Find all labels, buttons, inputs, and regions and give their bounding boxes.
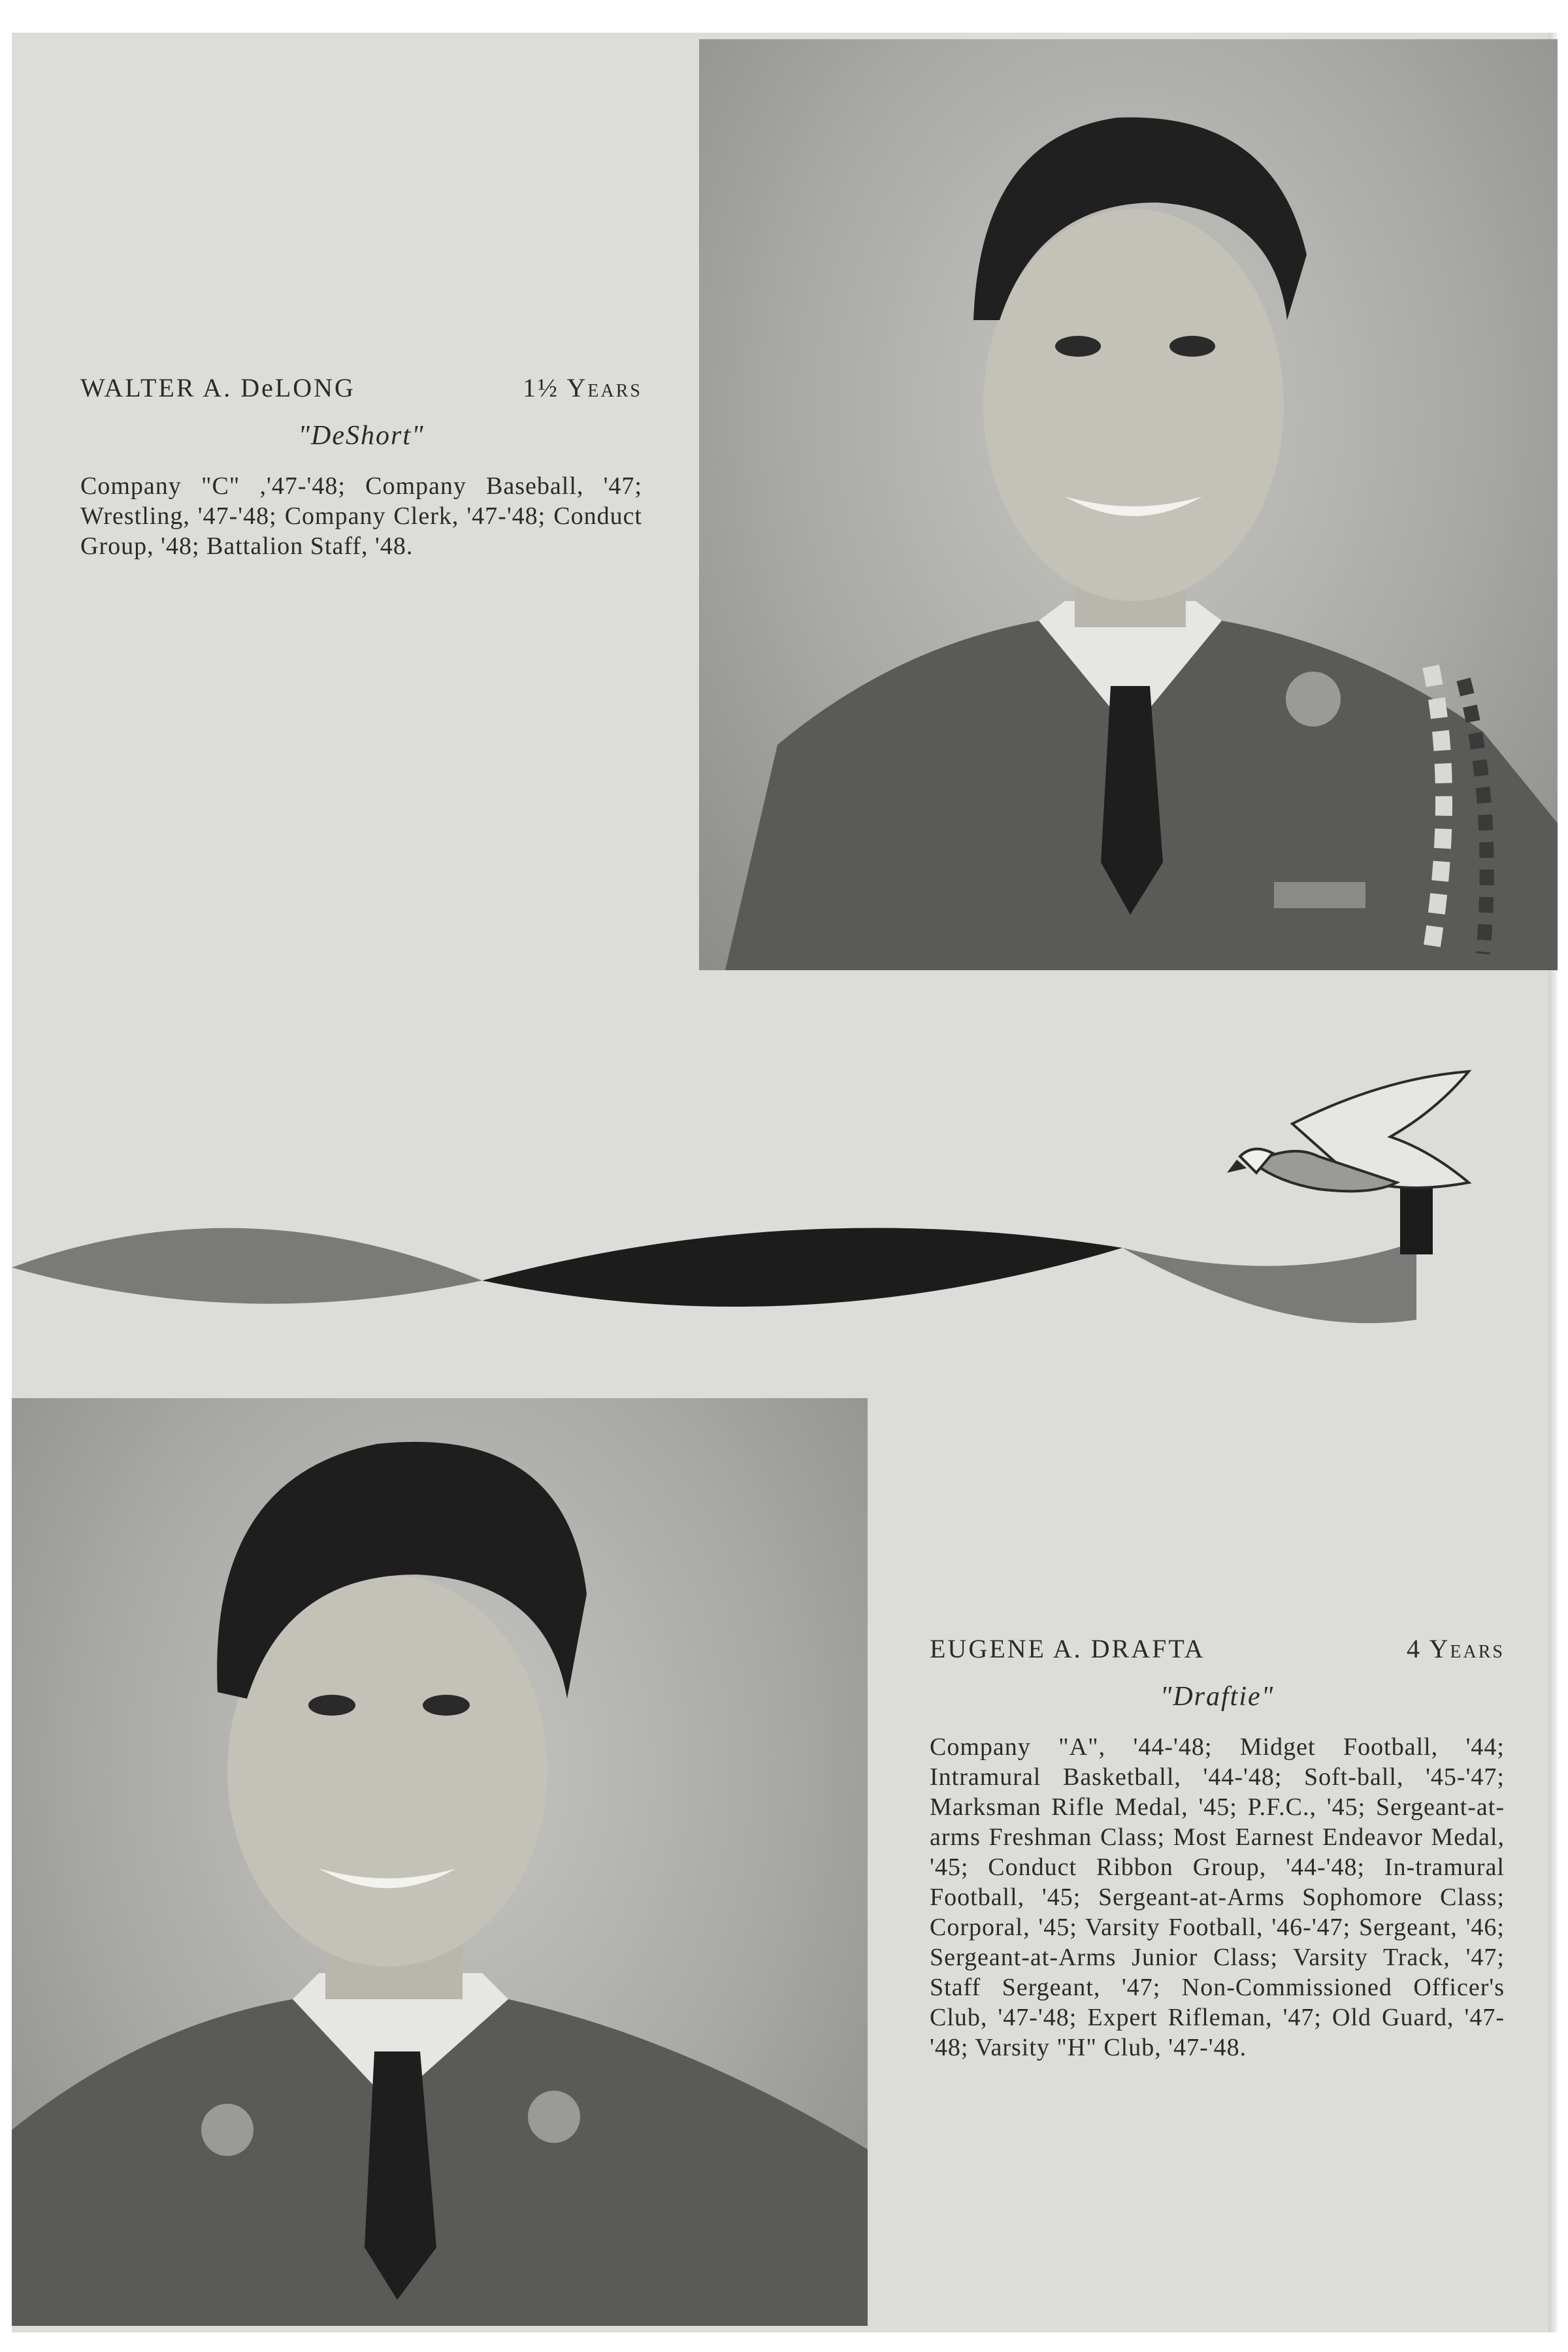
student-2-nickname: "Draftie" xyxy=(1160,1682,1275,1712)
student-1-nickname: "DeShort" xyxy=(298,421,425,451)
student-1-header xyxy=(80,372,642,403)
student-1-name: WALTER A. DeLONG xyxy=(80,373,355,402)
student-2-years: 4 Years xyxy=(1407,1634,1505,1663)
student-2-portrait-image xyxy=(12,1398,868,2326)
student-1-activities: Company "C" ,'47-'48; Company Baseball, '47; Wrestling, '47-'48; Company Clerk, '47-'48; Conduct Group, '48; Battalion Staff, '48. xyxy=(80,472,642,560)
student-1-portrait xyxy=(699,39,1558,970)
student-2-portrait xyxy=(12,1398,868,2326)
ribbon-end xyxy=(1400,1183,1433,1254)
student-2-activities: Company "A", '44-'48; Midget Football, '44; Intramural Basketball, '44-'48; Soft-ball, '45-'47; Marksman Rifle Medal, '45; P.F.C., '45; Sergeant-at-arms Freshman Class; Most Earnest Endeavor Medal, '45; Conduct Ribbon Group, '44-'48; In-tramural Football, '45; Sergeant-at-Arms Sophomore Class; Corporal, '45; Varsity Football, '46-'47; Sergeant, '46; Sergeant-at-Arms Junior Class; Varsity Track, '47; Staff Sergeant, '47; Non-Commissioned Officer's Club, '47-'48; Expert Rifleman, '47; Old Guard, '47-'48; Varsity "H" Club, '47-'48. xyxy=(930,1733,1505,2061)
ribbon-center xyxy=(482,1228,1122,1307)
student-2-name: EUGENE A. DRAFTA xyxy=(930,1634,1205,1663)
eagle-ribbon-divider xyxy=(12,1052,1558,1352)
ribbon-right xyxy=(1122,1241,1416,1323)
student-1-portrait-image xyxy=(699,39,1558,970)
student-1-bio xyxy=(80,372,642,561)
student-2-bio xyxy=(930,1633,1505,2063)
ribbon-left xyxy=(12,1228,482,1304)
eagle-icon xyxy=(1227,1071,1469,1191)
student-2-header xyxy=(930,1633,1505,1664)
yearbook-page xyxy=(12,33,1558,2332)
student-1-years: 1½ Years xyxy=(523,373,642,402)
